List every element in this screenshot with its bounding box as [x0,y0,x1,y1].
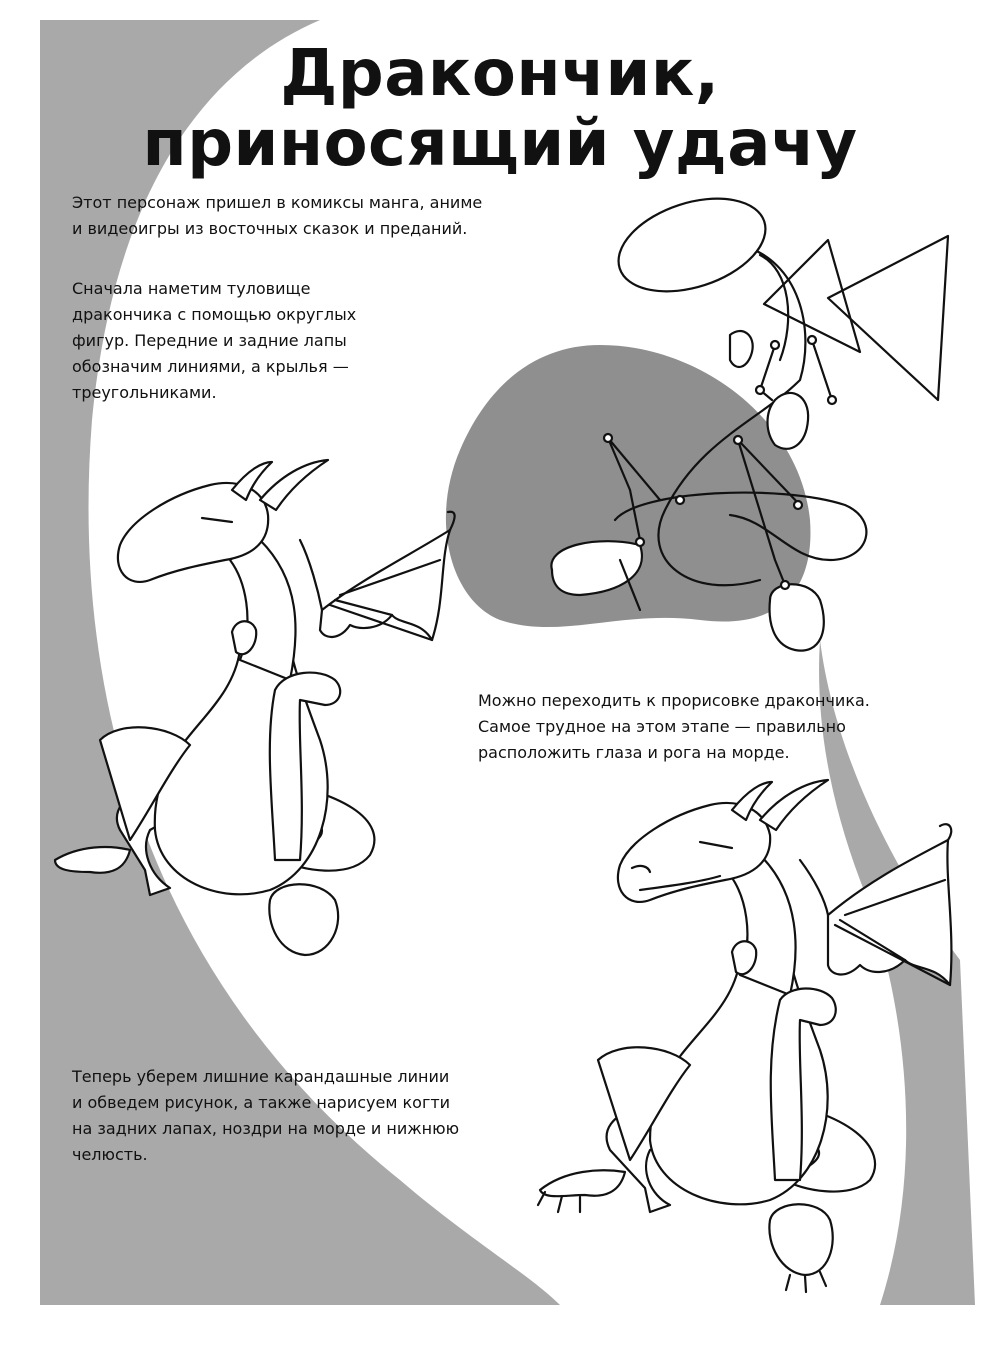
step1-line: обозначим линиями, а крылья — [72,357,349,376]
outline-foot [269,884,338,955]
sketch-foot [770,584,824,650]
page-title-line-2: приносящий удачу [142,107,858,181]
intro-line: и видеоигры из восточных сказок и преданий. [72,219,468,238]
step3-line: и обведем рисунок, а также нарисуем когти [72,1093,451,1112]
dragon-final-illustration [538,780,951,1292]
outline-horn-2 [260,460,328,510]
final-wing-spine [800,860,828,915]
step3-line: на задних лапах, ноздри на морде и нижнюю [72,1119,460,1138]
step2-line: расположить глаза и рога на морде. [478,743,790,762]
sketch-hand [730,331,753,367]
final-foot [769,1204,832,1275]
dragon-sketch-illustration [551,182,948,651]
sketch-leg-lines-3 [738,440,785,585]
dragon-outline-illustration [55,460,455,955]
step3-line: Теперь уберем лишние карандашные линии [72,1067,450,1086]
outline-neck [230,540,296,680]
outline-tail-tip [55,847,130,873]
step2-line: Самое трудное на этом этапе — правильно [478,717,846,736]
sketch-head [607,182,778,309]
sketch-arm-lines-2 [812,340,832,400]
sketch-leg-lines [608,438,640,540]
intro-line: Этот персонаж пришел в комиксы манга, аниме [72,193,483,212]
step3-line: челюсть. [72,1145,148,1164]
step1-line: фигур. Передние и задние лапы [72,331,347,350]
step1-line: треугольниками. [72,383,217,402]
final-wing [828,840,951,985]
sketch-tail-ellipse [615,493,866,560]
sketch-forearm [768,393,809,449]
step2-line: Можно переходить к прорисовке дракончика. [478,691,870,710]
page-title-line-1: Дракончик, [280,37,720,111]
sketch-wing-right [828,236,948,400]
final-back-foot [540,1170,625,1196]
step1-line: дракончика с помощью округлых [72,305,357,324]
sketch-leg-lines-2 [608,438,660,500]
step1-line: Сначала наметим туловище [72,279,311,298]
sketch-haunch [551,541,642,595]
final-horn-2 [760,780,828,830]
